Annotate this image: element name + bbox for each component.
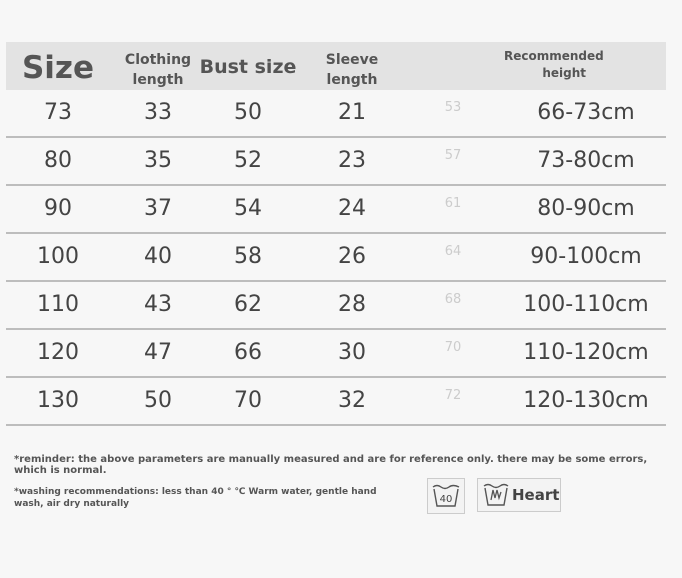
cell-size: 130 (37, 388, 79, 413)
cell-clothing-length: 40 (144, 244, 172, 269)
header-sleeve-length-line1: Sleeve (325, 52, 379, 68)
cell-recommended-height: 90-100cm (530, 244, 642, 269)
hand-wash-label (477, 478, 561, 512)
cell-sleeve-length: 32 (338, 388, 366, 413)
reminder-note: *reminder: the above parameters are manually measured and are for reference only. there may be some errors, which is normal. (14, 454, 648, 476)
header-recommended-height (504, 48, 602, 82)
cell-size: 73 (44, 100, 72, 125)
cell-bust-size: 70 (234, 388, 262, 413)
cell-recommended-height: 120-130cm (523, 388, 649, 413)
cell-bust-size: 58 (234, 244, 262, 269)
size-chart-table (6, 42, 666, 426)
wash-basin-icon (431, 483, 461, 509)
cell-bust-size: 50 (234, 100, 262, 125)
cell-size: 110 (37, 292, 79, 317)
cell-size: 100 (37, 244, 79, 269)
header-clothing-length-line2: length (132, 72, 184, 88)
cell-clothing-length: 47 (144, 340, 172, 365)
cell-sleeve-length: 26 (338, 244, 366, 269)
cell-faded-value: 68 (444, 292, 462, 307)
header-bust-size: Bust size (199, 56, 297, 78)
cell-bust-size: 62 (234, 292, 262, 317)
cell-clothing-length: 33 (144, 100, 172, 125)
cell-faded-value: 61 (444, 196, 462, 211)
header-size: Size (21, 50, 95, 86)
table-row (6, 138, 666, 186)
table-row (6, 378, 666, 426)
cell-clothing-length: 37 (144, 196, 172, 221)
table-row (6, 282, 666, 330)
cell-recommended-height: 110-120cm (523, 340, 649, 365)
cell-recommended-height: 66-73cm (537, 100, 635, 125)
table-row (6, 90, 666, 138)
wash-temp-label: 40 (439, 494, 453, 505)
table-row (6, 330, 666, 378)
cell-sleeve-length: 30 (338, 340, 366, 365)
header-recommended-line2: height (542, 66, 586, 80)
header-recommended-line1: Recommended (504, 49, 604, 63)
cell-sleeve-length: 21 (338, 100, 366, 125)
header-sleeve-length-line2: length (326, 72, 378, 88)
cell-bust-size: 66 (234, 340, 262, 365)
table-row (6, 234, 666, 282)
cell-faded-value: 70 (444, 340, 462, 355)
cell-bust-size: 52 (234, 148, 262, 173)
cell-size: 80 (44, 148, 72, 173)
cell-size: 120 (37, 340, 79, 365)
cell-recommended-height: 80-90cm (537, 196, 635, 221)
cell-faded-value: 72 (444, 388, 462, 403)
washing-recommendations: *washing recommendations: less than 40 ° ℃ Warm water, gentle hand wash, air dry naturally (14, 487, 377, 509)
cell-sleeve-length: 24 (338, 196, 366, 221)
cell-clothing-length: 43 (144, 292, 172, 317)
hand-wash-icon (482, 482, 510, 508)
cell-faded-value: 57 (444, 148, 462, 163)
table-row (6, 186, 666, 234)
cell-recommended-height: 100-110cm (523, 292, 649, 317)
table-header (6, 42, 666, 90)
hand-wash-text: Heart (512, 486, 560, 504)
header-sleeve-length (306, 50, 398, 90)
cell-bust-size: 54 (234, 196, 262, 221)
cell-recommended-height: 73-80cm (537, 148, 635, 173)
cell-sleeve-length: 28 (338, 292, 366, 317)
header-clothing-length-line1: Clothing (124, 52, 192, 68)
cell-faded-value: 53 (444, 100, 462, 115)
cell-clothing-length: 50 (144, 388, 172, 413)
header-clothing-length (110, 50, 206, 90)
cell-size: 90 (44, 196, 72, 221)
cell-sleeve-length: 23 (338, 148, 366, 173)
wash-40-icon (427, 478, 465, 514)
cell-clothing-length: 35 (144, 148, 172, 173)
cell-faded-value: 64 (444, 244, 462, 259)
